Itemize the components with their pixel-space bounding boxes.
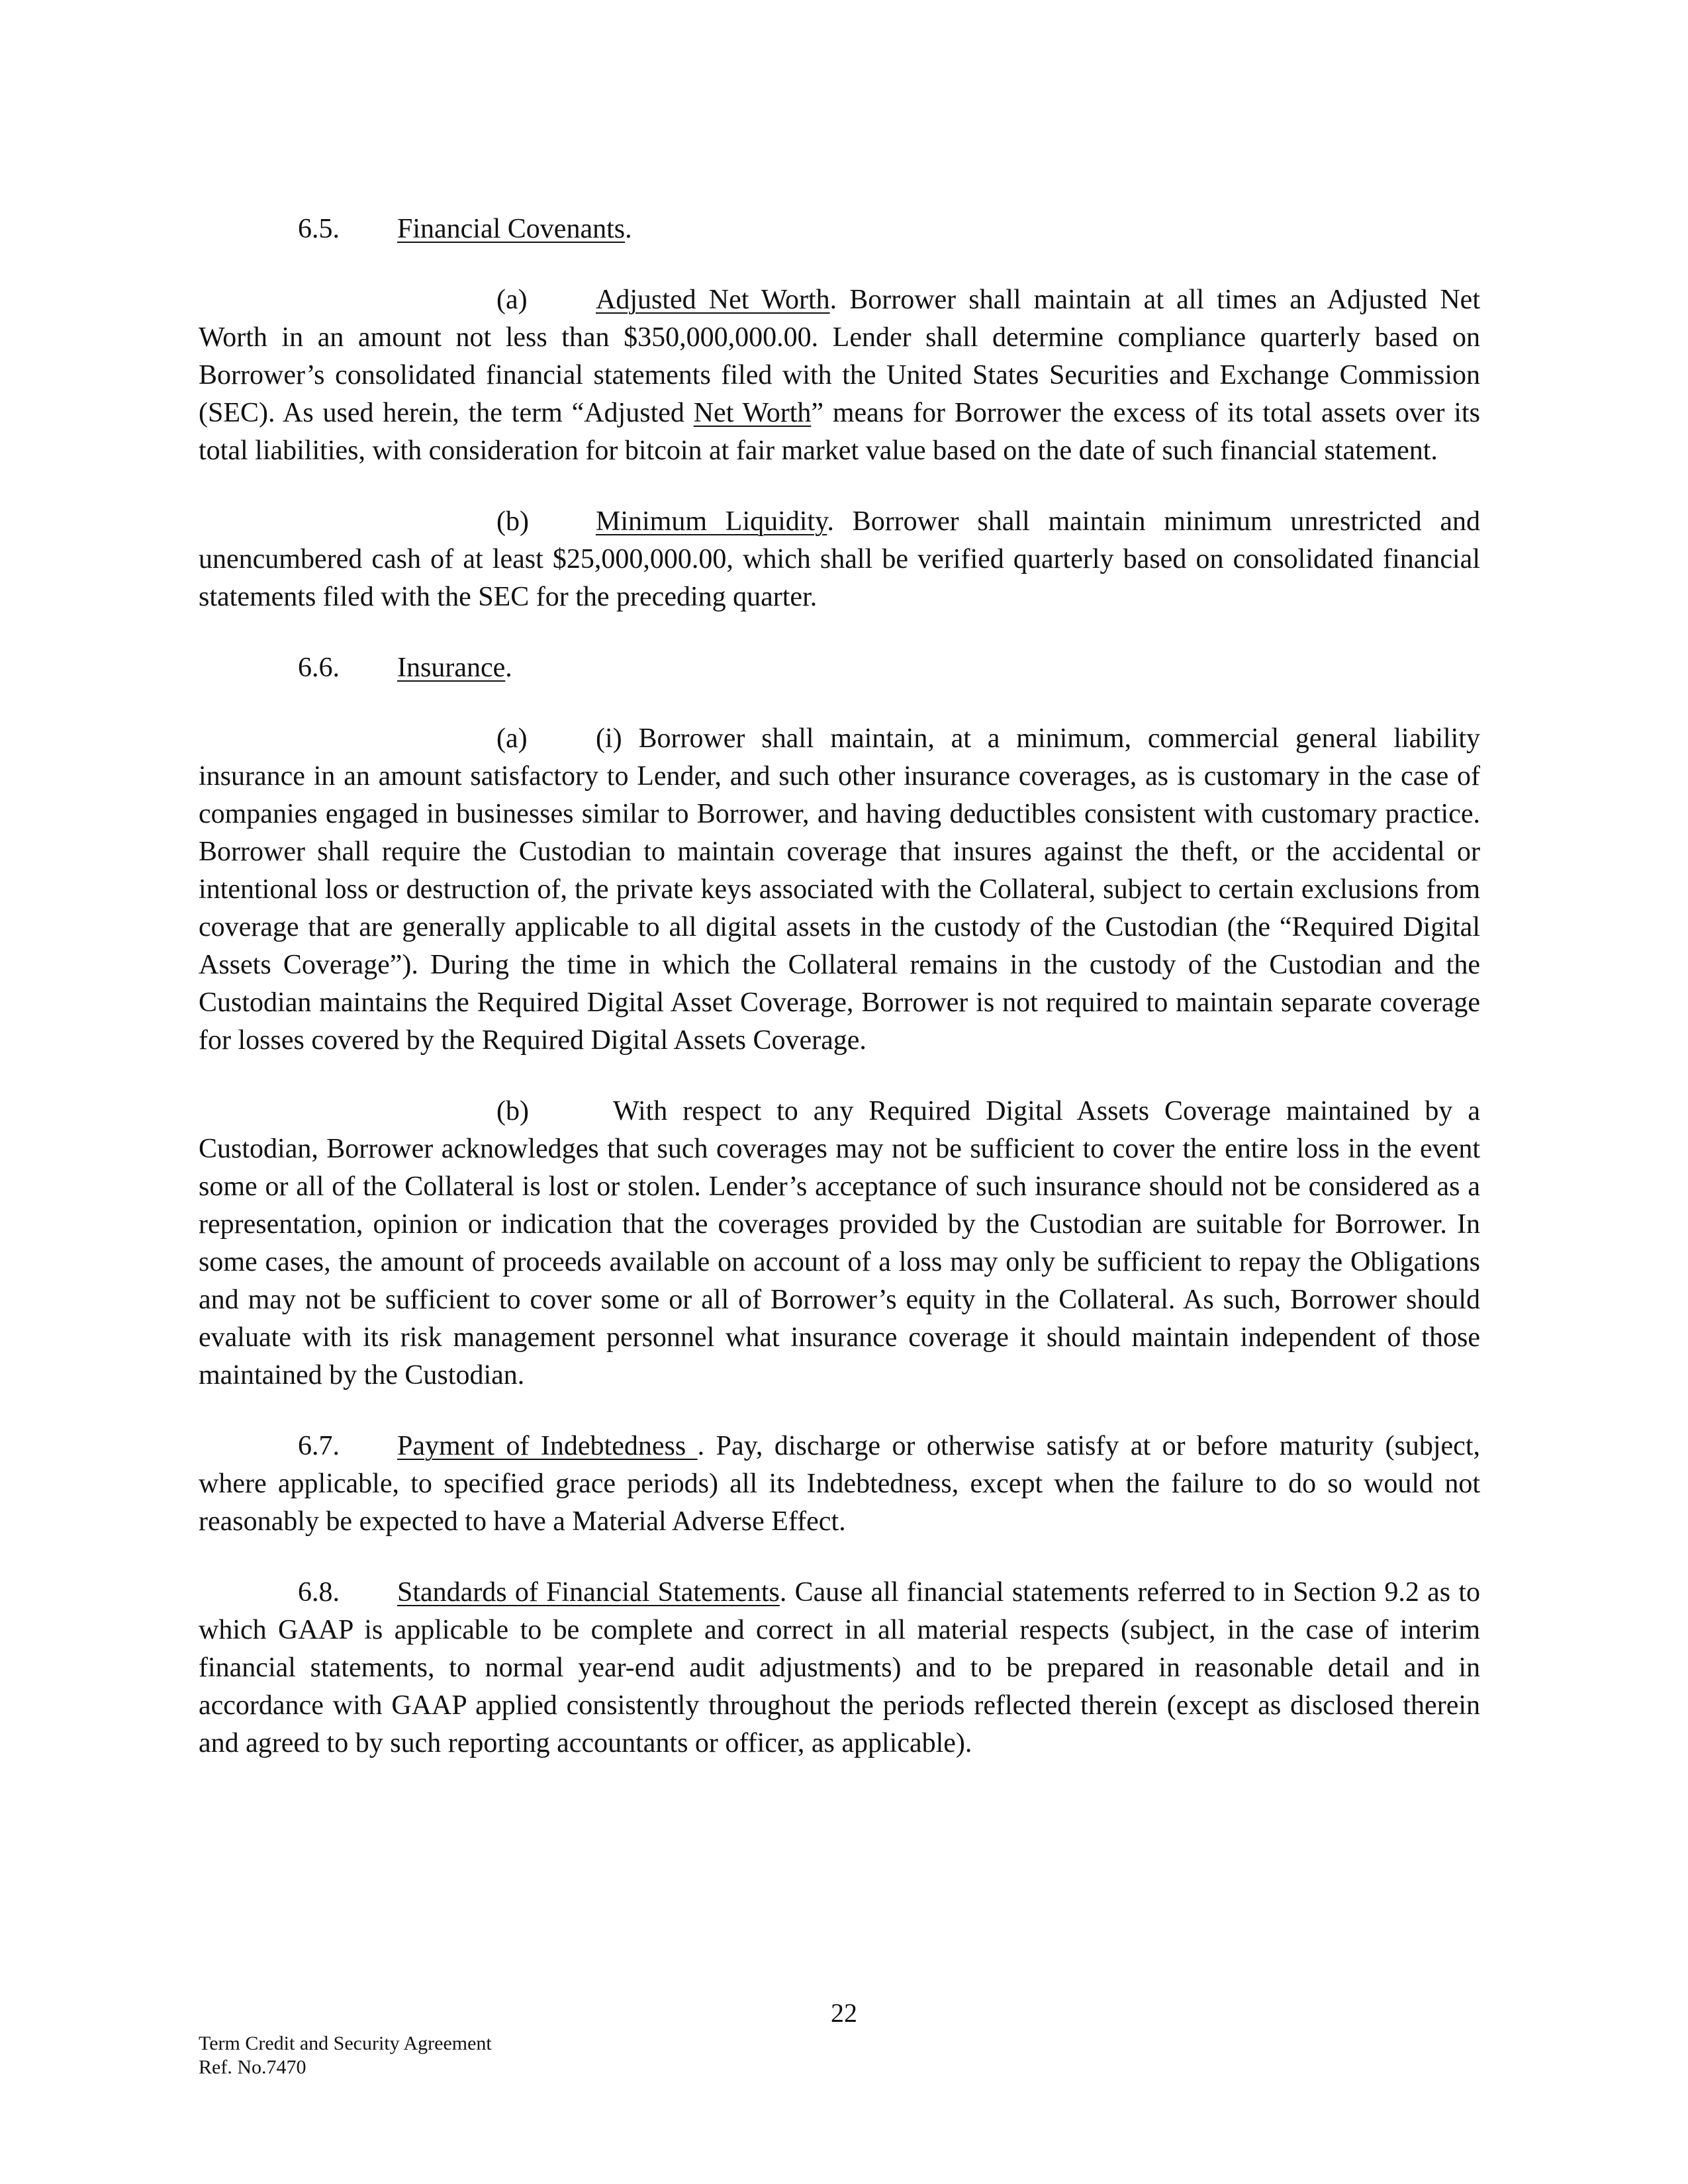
- section-text: . Pay, discharge or otherwise satisfy at or before maturity (subject, where applicable, to specified grace periods) all its Indebtedness, except when the failure to do so would not reasonably be expected to have a Material Adverse Effect.: [199, 1431, 1480, 1537]
- section-number: 6.5.: [298, 214, 340, 244]
- section-6-5-heading: 6.5. Financial Covenants.: [199, 210, 1480, 248]
- paragraph-text: . Borrower shall maintain at all times an Adjusted Net Worth in an amount not less than $350,000,000.00. Lender shall determine compliance quarterly based on Borrower’s consolidated financial statements filed with the United States Securities and Exchange Commission (SEC). As used herein, the term “Adjusted: [199, 285, 1480, 428]
- section-number: 6.6.: [298, 653, 340, 683]
- paragraph-text: ” means for Borrower the excess of its total assets over its total liabilities, with consideration for bitcoin at fair market value based on the date of such financial statement.: [199, 398, 1480, 466]
- paragraph-title: Minimum Liquidity: [596, 506, 827, 537]
- paragraph-label: (a): [496, 285, 528, 315]
- section-6-6-heading: 6.6. Insurance.: [199, 649, 1480, 687]
- paragraph-label: (a): [496, 723, 528, 754]
- paragraph-text: (i) Borrower shall maintain, at a minimum, commercial general liability insurance in an amount satisfactory to Lender, and such other insurance coverages, as is customary in the case of companies engaged in businesses similar to Borrower, and having deductibles consistent with customary practice. Borrower shall require the Custodian to maintain coverage that insures against the theft, or the accidental or intentional loss or destruction of, the private keys associated with the Collateral, subject to certain exclusions from coverage that are generally applicable to all digital assets in the custody of the Custodian (the “Required Digital Assets Coverage”). During the time in which the Collateral remains in the custody of the Custodian and the Custodian maintains the Required Digital Asset Coverage, Borrower is not required to maintain separate coverage for losses covered by the Required Digital Assets Coverage.: [199, 723, 1480, 1056]
- section-title: Standards of Financial Statements: [397, 1577, 780, 1608]
- section-number: 6.8.: [298, 1577, 340, 1608]
- page-number: 22: [831, 1998, 857, 2028]
- section-title: Payment of Indebtedness: [397, 1431, 698, 1461]
- paragraph-title: Adjusted Net Worth: [596, 285, 830, 315]
- paragraph-text: With respect to any Required Digital Assets Coverage maintained by a Custodian, Borrower acknowledges that such coverages may not be sufficient to cover the entire loss in the event some or all of the Collateral is lost or stolen. Lender’s acceptance of such insurance should not be considered as a representation, opinion or indication that the coverages provided by the Custodian are suitable for Borrower. In some cases, the amount of proceeds available on account of a loss may only be sufficient to repay the Obligations and may not be sufficient to cover some or all of Borrower’s equity in the Collateral. As such, Borrower should evaluate with its risk management personnel what insurance coverage it should maintain independent of those maintained by the Custodian.: [199, 1096, 1480, 1390]
- paragraph-label: (b): [496, 506, 529, 537]
- paragraph-6-5-b: [199, 503, 1480, 616]
- section-6-7: [199, 1428, 1480, 1541]
- paragraph-label: (b): [496, 1096, 529, 1126]
- section-title: Insurance: [397, 653, 506, 683]
- document-body: [199, 210, 1480, 1762]
- section-title: Financial Covenants: [397, 214, 626, 244]
- section-number: 6.7.: [298, 1431, 340, 1461]
- footer-document-title: Term Credit and Security Agreement: [199, 2032, 492, 2054]
- paragraph-text: . Borrower shall maintain minimum unrestricted and unencumbered cash of at least $25,000,000.00, which shall be verified quarterly based on consolidated financial statements filed with the SEC for the preceding quarter.: [199, 506, 1481, 612]
- footer-reference-number: Ref. No.7470: [199, 2056, 306, 2078]
- paragraph-6-5-a: [199, 281, 1480, 470]
- section-text: . Cause all financial statements referred to in Section 9.2 as to which GAAP is applicable to be complete and correct in all material respects (subject, in the case of interim financial statements, to normal year-end audit adjustments) and to be prepared in reasonable detail and in accordance with GAAP applied consistently throughout the periods reflected therein (except as disclosed therein and agreed to by such reporting accountants or officer, as applicable).: [199, 1577, 1480, 1758]
- paragraph-6-6-a: [199, 720, 1480, 1060]
- paragraph-6-6-b: [199, 1093, 1480, 1394]
- defined-term: Net Worth: [693, 398, 812, 428]
- footer: [199, 2032, 492, 2079]
- section-6-8: [199, 1574, 1480, 1762]
